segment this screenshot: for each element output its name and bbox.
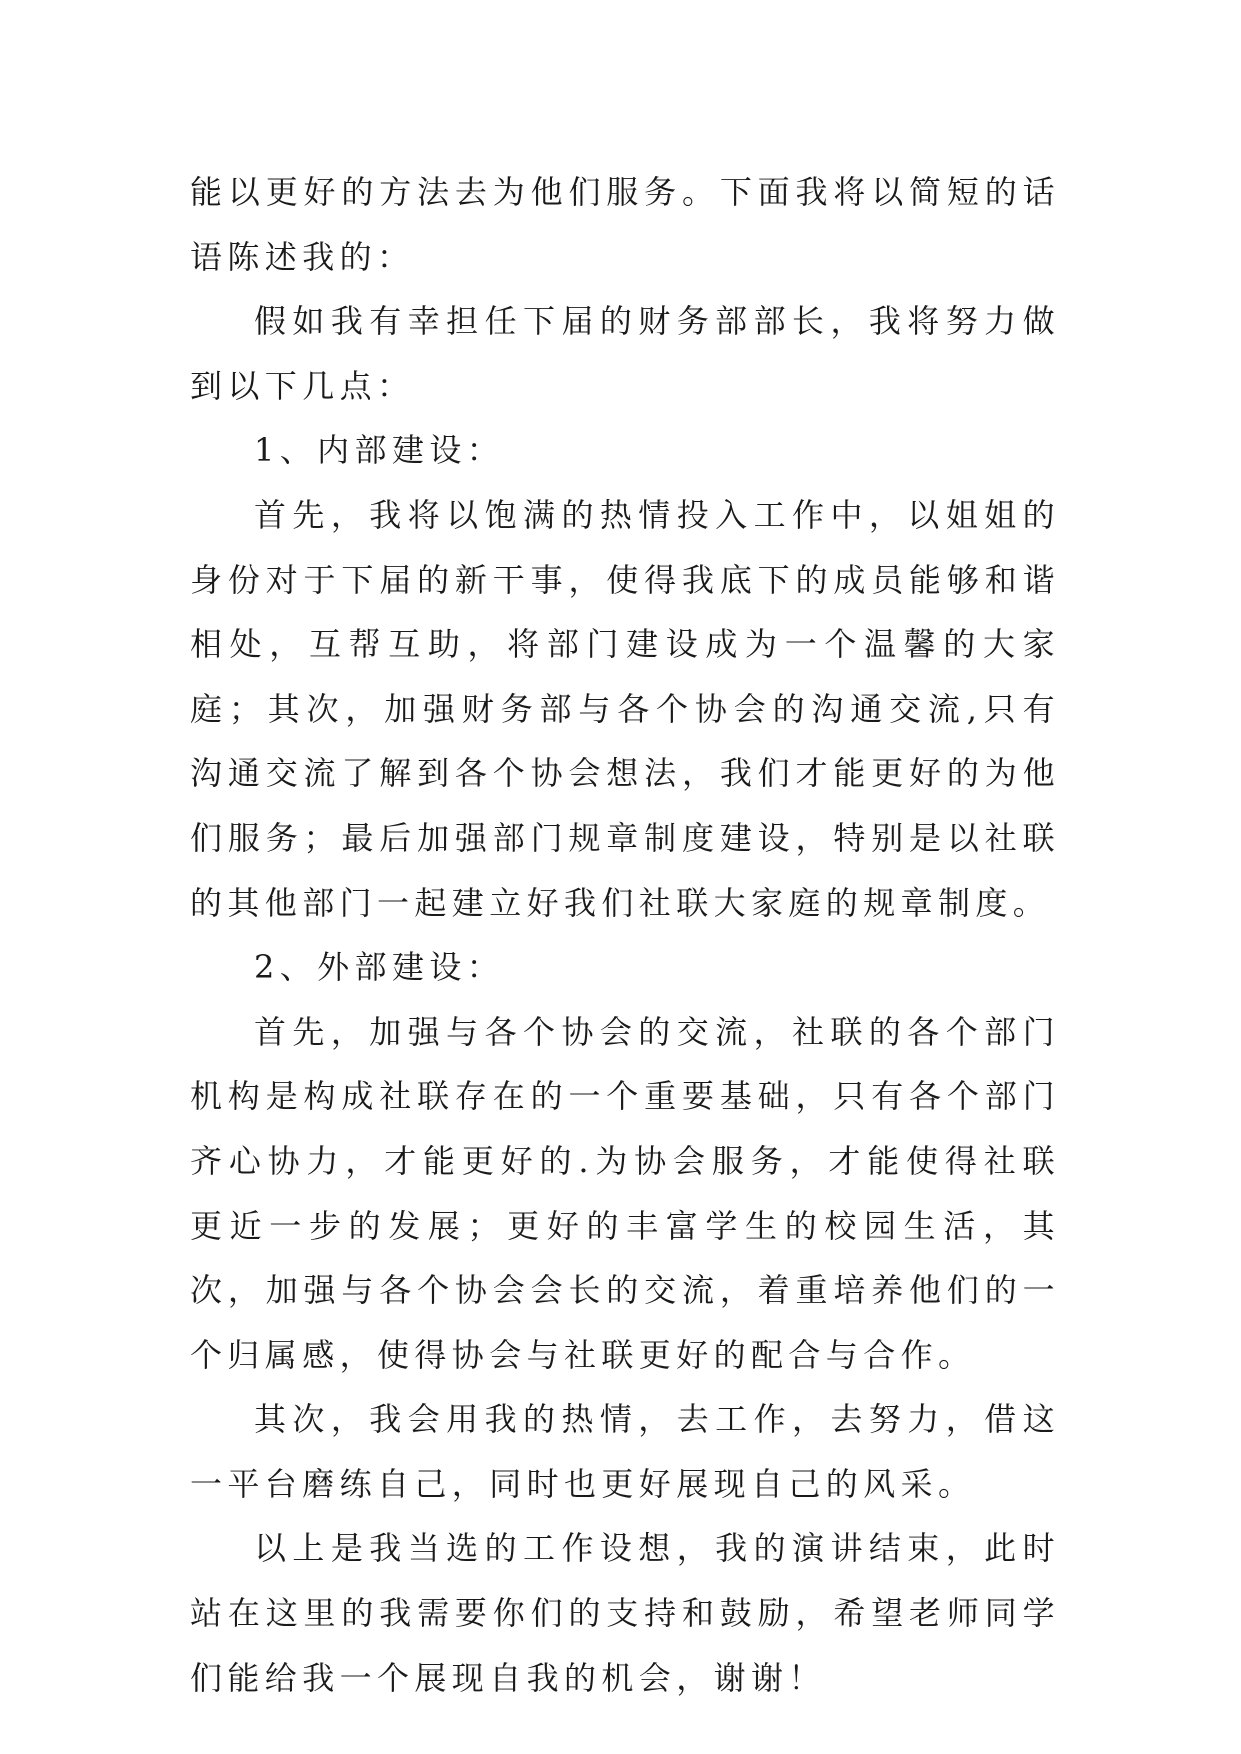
paragraph-personal-growth: 其次，我会用我的热情，去工作，去努力，借这一平台磨练自己，同时也更好展现自己的风采。 [190, 1400, 1060, 1503]
paragraph-external-construction: 首先，加强与各个协会的交流，社联的各个部门机构是构成社联存在的一个重要基础，只有各个部门齐心协力，才能更好的.为协会服务，才能使得社联更近一步的发展；更好的丰富学生的校园生活，其次，加强与各个协会会长的交流，着重培养他们的一个归属感，使得协会与社联更好的配合与合作。 [190, 1012, 1060, 1374]
section-heading-internal: 1、内部建设： [254, 431, 505, 470]
paragraph-closing: 以上是我当选的工作设想，我的演讲结束，此时站在这里的我需要你们的支持和鼓励，希望老师同学们能给我一个展现自我的机会，谢谢！ [190, 1529, 1060, 1697]
section-heading-external: 2、外部建设： [254, 948, 505, 987]
document-body [190, 160, 1060, 1710]
paragraph-internal-construction: 首先，我将以饱满的热情投入工作中，以姐姐的身份对于下届的新干事，使得我底下的成员能够和谐相处，互帮互助，将部门建设成为一个温馨的大家庭；其次，加强财务部与各个协会的沟通交流,只有沟通交流了解到各个协会想法，我们才能更好的为他们服务；最后加强部门规章制度建设，特别是以社联的其他部门一起建立好我们社联大家庭的规章制度。 [190, 495, 1060, 922]
paragraph-intro-continuation: 能以更好的方法去为他们服务。下面我将以简短的话语陈述我的： [190, 173, 1060, 276]
paragraph-commitment: 假如我有幸担任下届的财务部部长，我将努力做到以下几点： [190, 302, 1060, 405]
